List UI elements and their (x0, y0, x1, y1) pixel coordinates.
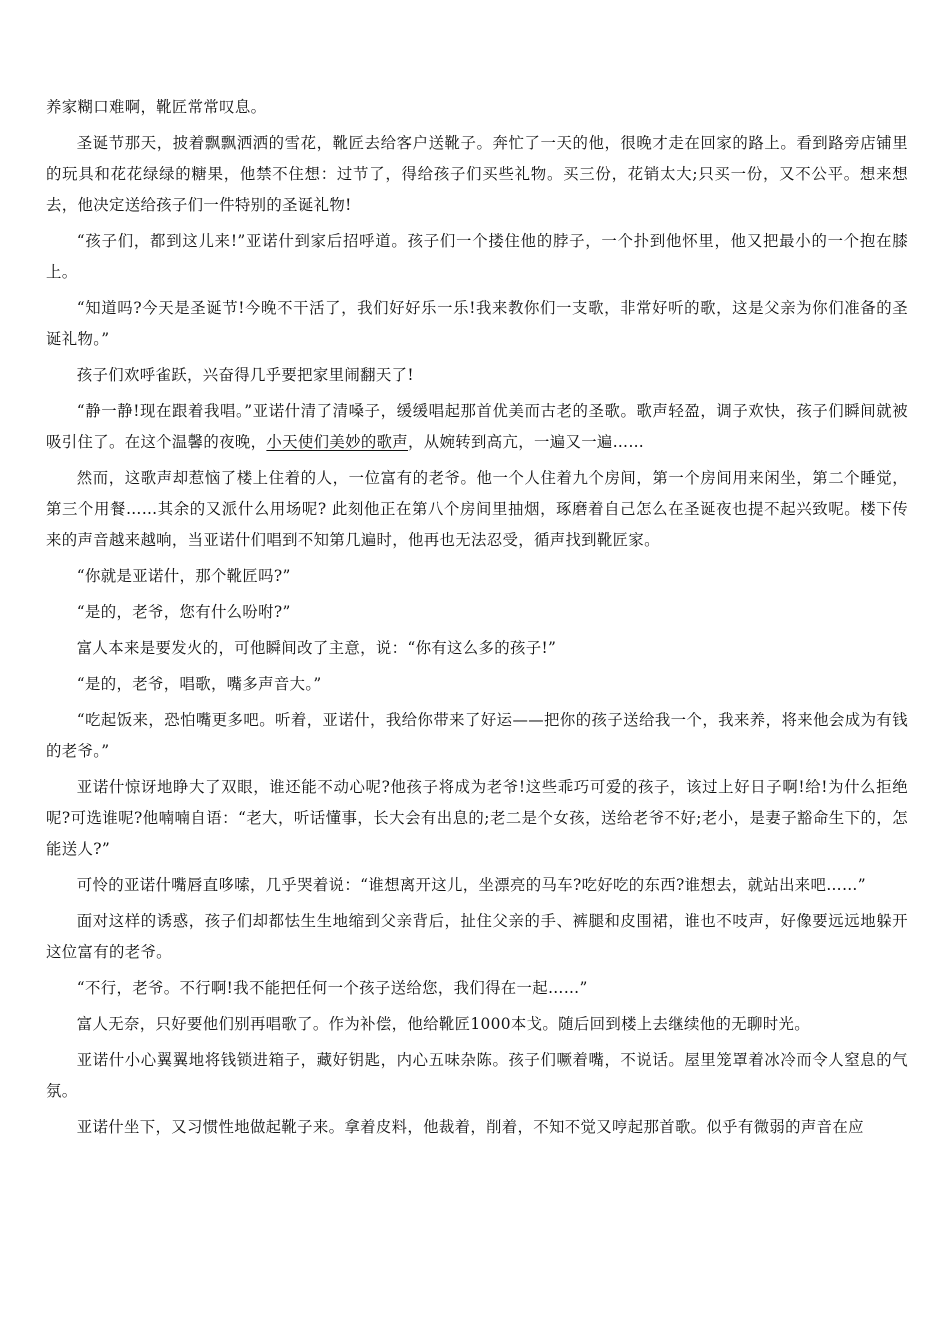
paragraph: “吃起饭来，恐怕嘴更多吧。听着，亚诺什，我给你带来了好运——把你的孩子送给我一个，我来养，将来他会成为有钱的老爷。” (46, 711, 908, 760)
paragraph: “你就是亚诺什，那个靴匠吗?” (76, 567, 291, 585)
paragraph: 孩子们欢呼雀跃，兴奋得几乎要把家里闹翻天了! (76, 366, 414, 384)
paragraph: 然而，这歌声却惹恼了楼上住着的人，一位富有的老爷。他一个人住着九个房间，第一个房间用来闲坐，第二个睡觉，第三个用餐……其余的又派什么用场呢? 此刻他正在第八个房间里抽烟，琢磨着自己怎么在圣诞夜也提不起兴致呢。楼下传来的声音越来越响，当亚诺什们唱到不知第几遍时，他再也无法忍受，循声找到靴匠家。 (46, 469, 908, 549)
paragraph: “孩子们，都到这儿来!”亚诺什到家后招呼道。孩子们一个搂住他的脖子，一个扑到他怀里，他又把最小的一个抱在膝上。 (46, 232, 908, 281)
paragraph-with-underline (46, 396, 908, 458)
paragraph: 可怜的亚诺什嘴唇直哆嗦，几乎哭着说：“谁想离开这儿，坐漂亮的马车?吃好吃的东西?谁想去，就站出来吧……” (76, 876, 866, 894)
paragraph: 面对这样的诱惑，孩子们却都怯生生地缩到父亲背后，扯住父亲的手、裤腿和皮围裙，谁也不吱声，好像要远远地躲开这位富有的老爷。 (46, 912, 908, 961)
paragraph: 圣诞节那天，披着飘飘洒洒的雪花，靴匠去给客户送靴子。奔忙了一天的他，很晚才走在回家的路上。看到路旁店铺里的玩具和花花绿绿的糖果，他禁不住想：过节了，得给孩子们买些礼物。买三份，花销太大;只买一份，又不公平。想来想去，他决定送给孩子们一件特别的圣诞礼物! (46, 134, 908, 214)
paragraph: “知道吗?今天是圣诞节!今晚不干活了，我们好好乐一乐!我来教你们一支歌，非常好听的歌，这是父亲为你们准备的圣诞礼物。” (46, 299, 908, 348)
paragraph: “是的，老爷，您有什么吩咐?” (76, 603, 291, 621)
paragraph: 亚诺什惊讶地睁大了双眼，谁还能不动心呢?他孩子将成为老爷!这些乖巧可爱的孩子，该过上好日子啊!给!为什么拒绝呢?可选谁呢?他喃喃自语：“老大，听话懂事，长大会有出息的;老二是个女孩，送给老爷不好;老小，是妻子豁命生下的，怎能送人?” (46, 778, 908, 858)
paragraph: 亚诺什坐下，又习惯性地做起靴子来。拿着皮料，他裁着，削着，不知不觉又哼起那首歌。似乎有微弱的声音在应 (76, 1118, 864, 1136)
paragraph-text: “静一静!现在跟着我唱。”亚诺什清了清嗓子，缓缓唱起那首优美而古老的圣歌。歌声轻盈，调子欢快，孩子们瞬间就被吸引住了。在这个温馨的夜晚， (46, 402, 908, 451)
story-text (46, 92, 908, 1148)
paragraph-text: ，从婉转到高亢，一遍又一遍…… (408, 433, 645, 451)
paragraph: “是的，老爷，唱歌，嘴多声音大。” (76, 675, 322, 693)
paragraph: 富人无奈，只好要他们别再唱歌了。作为补偿，他给靴匠1000本戈。随后回到楼上去继续他的无聊时光。 (76, 1015, 810, 1033)
paragraph: 亚诺什小心翼翼地将钱锁进箱子，藏好钥匙，内心五味杂陈。孩子们噘着嘴，不说话。屋里笼罩着冰冷而令人窒息的气氛。 (46, 1051, 908, 1100)
paragraph: 富人本来是要发火的，可他瞬间改了主意，说：“你有这么多的孩子!” (76, 639, 557, 657)
paragraph: “不行，老爷。不行啊!我不能把任何一个孩子送给您，我们得在一起……” (76, 979, 588, 997)
underlined-phrase: 小天使们美妙的歌声 (266, 433, 409, 451)
paragraph-continuation: 养家糊口难啊，靴匠常常叹息。 (46, 98, 267, 116)
